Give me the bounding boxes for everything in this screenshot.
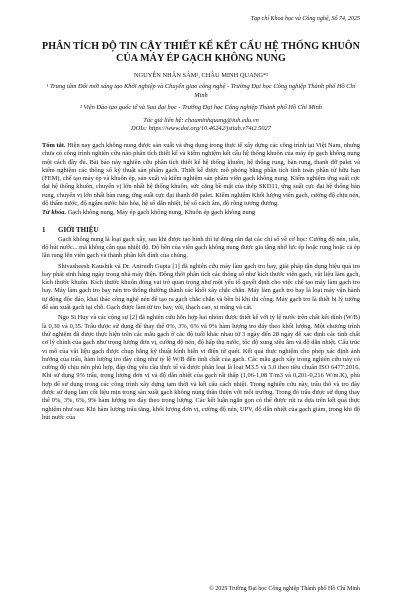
section-number: 1 <box>42 225 46 234</box>
affiliation-2: ² Viện Đào tạo quốc tế và Sau đại học - Trường Đại học Công nghiệp Thành phố Hồ Chí Minh <box>80 104 322 112</box>
page-footer: © 2025 Trường Đại học Công nghiệp Thành phố Hồ Chí Minh <box>209 586 360 592</box>
abstract-text: Hiện nay gạch không nung được sản xuất và ứng dụng trong thực tế xây dựng các công trình tại Việt Nam, nhưng chưa có công trình nghiên cứu nào phân tích thiết kế và kiểm nghiệm kết cấu hệ thống khuôn của máy ép gạch không nung một cách đầy đủ. Bài báo này nghiên cứu phân tích thiết kế hệ thống khuôn, hệ thống rung, bàn rung, thanh đỡ palet và kiểm nghiệm các thông số kỹ thuật sản phẩm gạch. Thiết kế được mô phỏng bằng phần tích tính toán phần tử hữu hạn (FEM), chế tạo máy ép và khuôn ép, sản xuất và kiểm nghiệm sản phẩm viên gạch không nung. Kiểm nghiệm ứng suất cực đại hệ thống khuôn, chuyển vị lớn nhất hệ thống khuôn, sức căng bề mặt của thép SKD11, ứng suất cực đại hệ thống bàn rung, chuyển vị lớn nhất bàn rung, ứng suất cực đại thanh đỡ palet. Kiểm nghiệm Khối lượng viên gạch, cường độ chịu nén, độ thấm nước, độ ngậm nước bão hòa, hệ số dẫn nhiệt, hệ số cách âm, độ rỗng tương đương. <box>42 141 360 208</box>
journal-header: Tạp chí Khoa học và Công nghệ, Số 74, 2025 <box>250 16 360 22</box>
contact-info <box>42 117 360 134</box>
affiliation-1: ¹ Trung tâm Đổi mới sáng tạo Khởi nghiệp và Chuyển giao công nghệ - Trường Đại học Công nghiệp Thành phố Hồ Chí Minh <box>46 83 356 99</box>
abstract-label: Tóm tắt. <box>42 141 66 149</box>
corresponding-author: Tác giả liên hệ: chauminhquang@iuh.edu.vn <box>143 116 259 124</box>
keywords <box>42 209 360 217</box>
author-list: NGUYỄN NHÂN SÂM¹, CHÂU MINH QUANG*² <box>133 72 269 79</box>
body-paragraph: Gạch không nung là loại gạch xây, sau khi được tạo hình thì tự đóng rắn đạt các chỉ số về cơ học: Cường độ nén, uốn, độ hút nước... mà không cần qua nhiệt độ. Độ bền của viên gạch không nung được gia tăng nhờ lực ép hoặc rung hoặc cả ép lẫn rung lên viên gạch và thành phần kết dính của chúng. <box>42 235 360 260</box>
paper-title: PHÂN TÍCH ĐỘ TIN CẬY THIẾT KẾ KẾT CẤU HỆ THỐNG KHUÔN CỦA MÁY ÉP GẠCH KHÔNG NUNG <box>42 41 360 64</box>
body-paragraph: Ngo Si Huy và các cộng sự [2] đã nghiên cứu hỗn hợp hai nhóm được thiết kế với tỷ lệ nước trên chất kết dính (W/B) là 0,30 và 0,35. Trấu được sử dụng để thay thế 0%, 3%, 6% và 9% hàm lượng tro đáy theo khối lượng. Một chương trình thử nghiệm đã được thực hiện trên các mẫu gạch ở các độ tuổi khác nhau từ 3 ngày đến 28 ngày để xác định các tính chất cơ lý chính của gạch như trọng lượng đơn vị, cường độ nén, độ hấp thụ nước, tốc độ xung siêu âm và độ dẫn nhiệt. Cấu trúc vi mô của vật liệu gạch được chụp bằng kỹ thuật kính hiển vi điện tử quét. Kết quả thực nghiệm cho phép xác định ảnh hưởng của trấu, hàm lượng tro đáy cũng như tỷ lệ W/B đến tính chất của gạch. Các mẫu gạch xây trong nghiên cứu này có cường độ chịu nén phù hợp, đáp ứng yêu cầu thực tế và được phân loại là loại M3.5 và 5.0 theo tiêu chuẩn ISO 6477:2016. Khi sử dụng 9% trấu, trọng lượng đơn vị và độ dẫn nhiệt của gạch rất thấp (1,06-1,08 T/m3 và 0,201-0,216 W/m.K), phù hợp để sử dụng trong các công trình xây dựng tạm thời và kết cấu cách nhiệt. Trong nghiên cứu này, trấu thô và tro đáy được sử dụng làm cốt liệu mịn trong sản xuất gạch không nung thân thiện với môi trường. Trong đó trấu được sử dụng thay thế 0%, 3%, 6%, 9% hàm lượng tro đáy theo trọng lượng. Các kết luận ngắn gọn có thể được rút ra dựa trên kết quả thực nghiệm như sau: Khi hàm lượng trấu tăng, khối lượng đơn vị, cường độ nén, UPV, độ dẫn nhiệt của gạch giảm, trong khi độ hút nước của <box>42 314 360 421</box>
keywords-text: Gạch không nung, Máy ép gạch không nung, Khuôn ép gạch không nung <box>67 209 256 217</box>
abstract <box>42 142 360 208</box>
section-title: GIỚI THIỆU <box>58 225 99 234</box>
keywords-label: Từ khóa. <box>42 209 67 217</box>
doi-link[interactable]: DOIs: https://www.doi.org/10.46242/jstiuh.v74i2.5027 <box>131 125 271 133</box>
section-heading <box>42 226 360 234</box>
body-paragraph: Shivasheesh Kaushik và Dr. Anirudh Gupta [1] đã nghiên cứu máy làm gạch tro bay, giải pháp tận dụng hiệu quả tro bay phát sinh hàng ngày trong nhà máy điện. Đồng thời phân tích các thông số như kích thước viên gạch, vật liệu làm gạch, kích thước khuôn. Kích thước khuôn đóng vai trò quan trọng như một yếu tố quyết định cho việc chế tạo máy làm gạch tro bay. Máy làm gạch tro bay nén tro thông thường thành các khối xây chắc chắn. Máy làm gạch tro bay là loại máy vận hành tự động độc đáo, khai thác công nghệ nén để tạo ra gạch chắc chắn và bền bỉ khi thi công. Máy gạch tro là thiết bị lý tưởng để sản xuất gạch tại chỗ. Gạch được làm từ tro bay, vôi, thạch cao, xi măng và cát. <box>42 262 360 312</box>
